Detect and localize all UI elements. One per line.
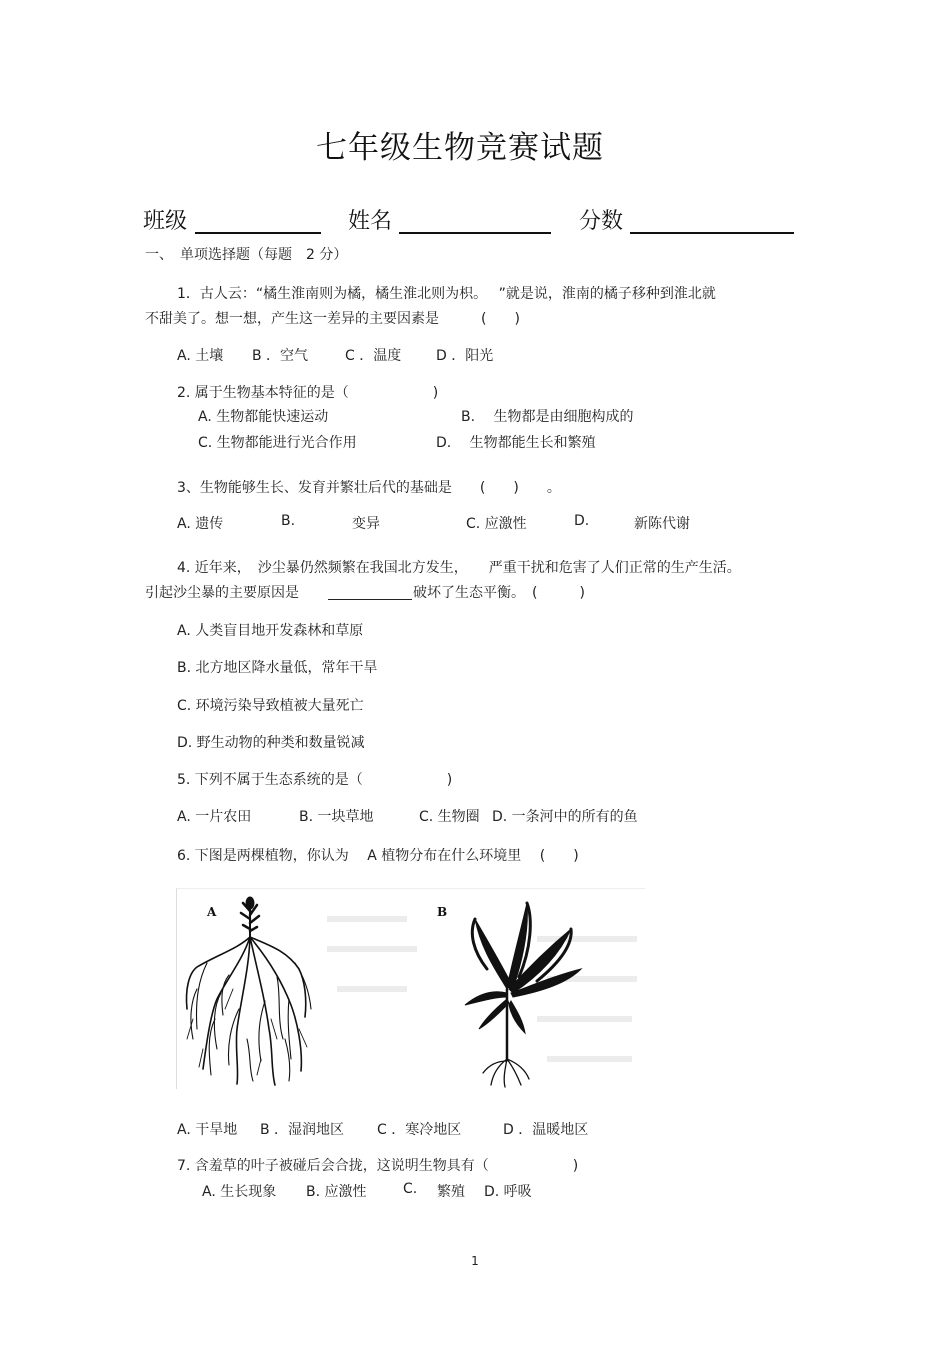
question-2-option-c: C. 生物都能进行光合作用 [198, 435, 357, 451]
question-6-option-a: A. 干旱地 [177, 1122, 238, 1138]
plant-b-label: B [437, 905, 448, 919]
plants-illustration [177, 889, 645, 1089]
page-number: 1 [471, 1254, 479, 1268]
question-3-option-b-letter: B. [281, 513, 296, 529]
question-4-answer-blank[interactable] [328, 582, 412, 600]
question-4-line-2b: 破坏了生态平衡。 ( ) [413, 585, 585, 601]
question-1-line-2: 不甜美了。想一想，产生这一差异的主要因素是 ( ) [145, 311, 520, 327]
class-blank[interactable] [195, 210, 321, 234]
section-heading: 一、 单项选择题（每题 2 分） [145, 247, 348, 263]
question-7-option-b: B. 应激性 [306, 1184, 367, 1200]
name-label: 姓名 [348, 209, 393, 234]
question-3-option-b: 变异 [352, 516, 380, 532]
question-6-option-b: B ．湿润地区 [260, 1122, 345, 1138]
question-2-stem: 2. 属于生物基本特征的是（ ) [177, 385, 439, 401]
plant-a-label: A [207, 905, 217, 919]
question-3-option-d-letter: D. [574, 513, 590, 529]
plants-figure [176, 888, 645, 1089]
question-7-stem: 7. 含羞草的叶子被碰后会合拢，这说明生物具有（ ) [177, 1158, 579, 1174]
question-1-option-a: A. 土壤 [177, 348, 224, 364]
question-5-option-a: A. 一片农田 [177, 809, 252, 825]
question-6-option-d: D ．温暖地区 [503, 1122, 589, 1138]
question-4-line-1: 4. 近年来， 沙尘暴仍然频繁在我国北方发生， 严重干扰和危害了人们正常的生产生活。 [177, 560, 741, 576]
question-5-option-c: C. 生物圈 [419, 809, 480, 825]
question-1-option-d: D ．阳光 [436, 348, 494, 364]
question-4-option-a: A. 人类盲目地开发森林和草原 [177, 623, 364, 639]
question-3-option-d: 新陈代谢 [634, 516, 690, 532]
question-2-option-b: B. 生物都是由细胞构成的 [461, 409, 634, 425]
question-7-option-a: A. 生长现象 [202, 1184, 277, 1200]
question-3-option-a: A. 遗传 [177, 516, 224, 532]
question-3-option-c: C. 应激性 [466, 516, 527, 532]
question-3-stem: 3、生物能够生长、发育并繁壮后代的基础是 ( ) 。 [177, 480, 561, 496]
question-4-option-c: C. 环境污染导致植被大量死亡 [177, 698, 364, 714]
class-label: 班级 [143, 209, 188, 234]
question-5-option-b: B. 一块草地 [299, 809, 374, 825]
question-6-option-c: C ．寒冷地区 [377, 1122, 462, 1138]
score-label: 分数 [579, 209, 624, 234]
question-1-line-1: 1．古人云：“橘生淮南则为橘，橘生淮北则为枳。 ”就是说，淮南的橘子移种到淮北就 [177, 286, 716, 302]
question-2-option-a: A. 生物都能快速运动 [198, 409, 329, 425]
question-7-option-c: 繁殖 [437, 1184, 465, 1200]
score-blank[interactable] [630, 210, 794, 234]
question-4-option-b: B. 北方地区降水量低，常年干旱 [177, 660, 378, 676]
question-5-stem: 5. 下列不属于生态系统的是（ ) [177, 772, 453, 788]
question-4-option-d: D. 野生动物的种类和数量锐减 [177, 735, 365, 751]
question-2-option-d: D. 生物都能生长和繁殖 [436, 435, 596, 451]
question-4-line-2a: 引起沙尘暴的主要原因是 [145, 585, 299, 601]
question-7-option-d: D. 呼吸 [484, 1184, 532, 1200]
page-title: 七年级生物竞赛试题 [316, 130, 604, 166]
question-6-stem: 6. 下图是两棵植物，你认为 A 植物分布在什么环境里 ( ) [177, 848, 579, 864]
plant-a-drawing [186, 897, 311, 1085]
question-1-option-c: C ．温度 [345, 348, 402, 364]
name-blank[interactable] [399, 210, 551, 234]
question-5-option-d: D. 一条河中的所有的鱼 [492, 809, 638, 825]
question-1-option-b: B ．空气 [252, 348, 309, 364]
question-7-option-c-letter: C. [403, 1181, 418, 1197]
